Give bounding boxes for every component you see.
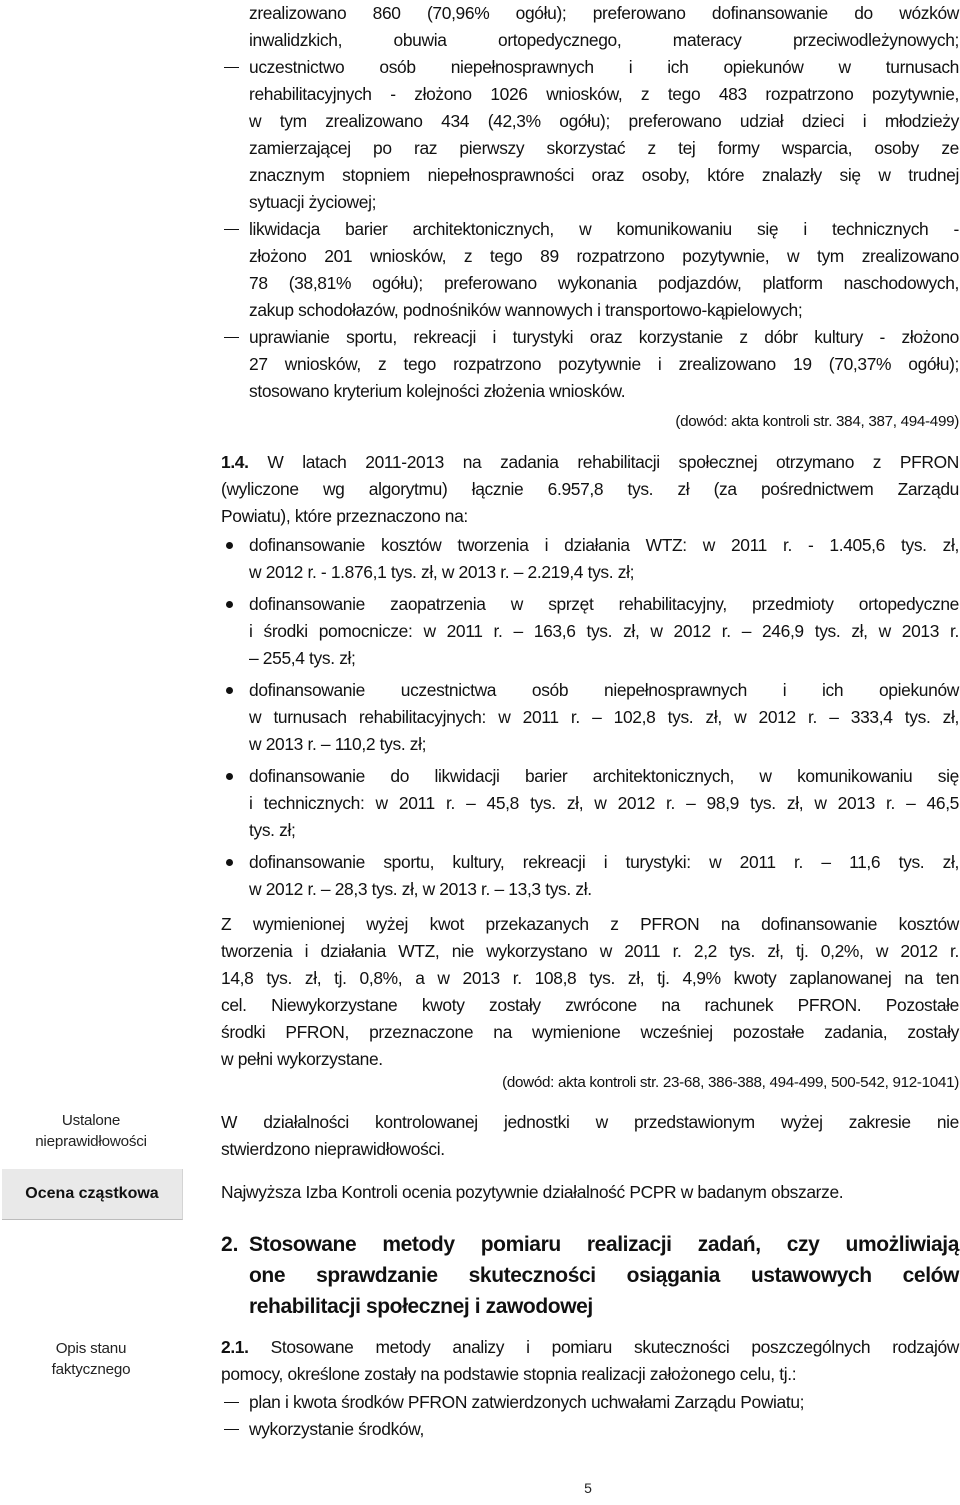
bullet-icon [226, 687, 233, 694]
text-line: stosowano kryterium kolejności złożenia wniosków. [249, 381, 626, 401]
list-item [249, 1416, 959, 1443]
text-line: likwidacja barier architektonicznych, w komunikowaniu się i technicznych - [249, 219, 959, 239]
assessment-paragraph [221, 1179, 959, 1206]
text-line: dofinansowanie zaopatrzenia w sprzęt rehabilitacyjny, przedmioty ortopedyczne [249, 594, 959, 614]
description-side-label-line1: Opis stanu [55, 1340, 127, 1357]
method-dash-list [249, 1389, 959, 1443]
bullet-icon [226, 542, 233, 549]
text-line: uczestnictwo osób niepełnosprawnych i ich opiekunów w turnusach [249, 57, 959, 77]
text-line: 14,8 tys. zł, tj. 0,8%, a w 2013 r. 108,8 tys. zł, tj. 4,9% kwoty zaplanowanej na ten [221, 968, 959, 988]
heading-line: rehabilitacji społecznej i zawodowej [249, 1295, 593, 1318]
irregularities-side-label-line1: Ustalone [61, 1112, 121, 1129]
text-line: Najwyższa Izba Kontroli ocenia pozytywnie działalność PCPR w badanym obszarze. [221, 1182, 844, 1202]
dash-bullet-icon [224, 337, 239, 338]
text-line: w tym zrealizowano 434 (42,3% ogółu); preferowano udział dzieci i młodzieży [249, 111, 959, 131]
evidence-reference: (dowód: akta kontroli str. 23-68, 386-388, 494-499, 500-542, 912-1041) [502, 1074, 959, 1091]
list-item [249, 849, 959, 903]
dash-bullet-icon [224, 1429, 239, 1430]
section-number: 2.1. [221, 1337, 249, 1357]
text-line: w 2012 r. – 28,3 tys. zł, w 2013 r. – 13,3 tys. zł. [249, 879, 592, 899]
text-line: dofinansowanie kosztów tworzenia i działania WTZ: w 2011 r. - 1.405,6 tys. zł, [249, 535, 959, 555]
dash-bullet-icon [224, 67, 239, 68]
page-number: 5 [584, 1480, 592, 1496]
list-item [249, 216, 959, 324]
list-item [249, 763, 959, 844]
text-line: i środki pomocnicze: w 2011 r. – 163,6 tys. zł, w 2012 r. – 246,9 tys. zł, w 2013 r. [249, 621, 959, 641]
list-item [249, 0, 959, 54]
text-line: dofinansowanie do likwidacji barier architektonicznych, w komunikowaniu się [249, 766, 959, 786]
text-line: w turnusach rehabilitacyjnych: w 2011 r. – 102,8 tys. zł, w 2012 r. – 333,4 tys. zł, [249, 707, 959, 727]
text-line: w pełni wykorzystane. [221, 1049, 383, 1069]
text-line: stwierdzono nieprawidłowości. [221, 1139, 445, 1159]
section-text: W latach 2011-2013 na zadania rehabilitacji społecznej otrzymano z PFRON [267, 452, 959, 472]
heading-line: Stosowane metody pomiaru realizacji zadań, czy umożliwiają [249, 1233, 959, 1256]
section-1-4 [221, 449, 959, 530]
text-line: pomocy, określone zostały na podstawie stopnia realizacji założonego celu, tj.: [221, 1364, 797, 1384]
text-line: uprawianie sportu, rekreacji i turystyki oraz korzystanie z dóbr kultury - złożono [249, 327, 959, 347]
section-number: 2. [221, 1233, 239, 1256]
text-line: tworzenia i działania WTZ, nie wykorzystano w 2011 r. 2,2 tys. zł, tj. 0,2%, w 2012 r. [221, 941, 959, 961]
bullet-icon [226, 773, 233, 780]
list-item [249, 1389, 959, 1416]
text-line: – 255,4 tys. zł; [249, 648, 356, 668]
text-line [221, 1334, 959, 1361]
section-2-heading [221, 1229, 959, 1322]
text-line: złożono 201 wniosków, z tego 89 rozpatrzono pozytywnie, w tym zrealizowano [249, 246, 959, 266]
text-line: dofinansowanie sportu, kultury, rekreacji i turystyki: w 2011 r. – 11,6 tys. zł, [249, 852, 959, 872]
text-line: tys. zł; [249, 820, 296, 840]
text-line: sytuacji życiowej; [249, 192, 377, 212]
text-line: znacznym stopniem niepełnosprawności oraz osoby, które znalazły się w trudnej [249, 165, 959, 185]
text-line: wykorzystanie środków, [249, 1419, 424, 1439]
text-line: cel. Niewykorzystane kwoty zostały zwrócone na rachunek PFRON. Pozostałe [221, 995, 959, 1015]
list-item [249, 591, 959, 672]
text-line [221, 449, 959, 476]
text-line: zrealizowano 860 (70,96% ogółu); preferowano dofinansowanie do wózków [249, 3, 959, 23]
list-item [249, 677, 959, 758]
intro-dash-list [249, 0, 959, 405]
text-line: Powiatu), które przeznaczono na: [221, 506, 468, 526]
text-line: 27 wniosków, z tego rozpatrzono pozytywnie i zrealizowano 19 (70,37% ogółu); [249, 354, 959, 374]
list-item [249, 532, 959, 586]
text-line: rehabilitacyjnych - złożono 1026 wniosków, z tego 483 rozpatrzono pozytywnie, [249, 84, 959, 104]
text-line: zamierzającej po raz pierwszy skorzystać z tej formy wsparcia, osoby ze [249, 138, 959, 158]
text-line: plan i kwota środków PFRON zatwierdzonych uchwałami Zarządu Powiatu; [249, 1392, 805, 1412]
section-2-1 [221, 1334, 959, 1388]
irregularities-side-label [6, 1110, 176, 1152]
text-line: W działalności kontrolowanej jednostki w przedstawionym wyżej zakresie nie [221, 1112, 959, 1132]
irregularities-paragraph [221, 1109, 959, 1163]
irregularities-side-label-line2: nieprawidłowości [35, 1133, 147, 1150]
description-side-label-line2: faktycznego [51, 1361, 131, 1378]
text-line: i technicznych: w 2011 r. – 45,8 tys. zł, w 2012 r. – 98,9 tys. zł, w 2013 r. – 46,5 [249, 793, 959, 813]
section-number: 1.4. [221, 452, 249, 472]
list-item [249, 324, 959, 405]
dash-bullet-icon [224, 229, 239, 230]
unused-funds-paragraph [221, 911, 959, 1073]
partial-assessment-box [2, 1169, 183, 1220]
text-line: (wyliczone wg algorytmu) łącznie 6.957,8 tys. zł (za pośrednictwem Zarządu [221, 479, 959, 499]
text-line: w 2013 r. – 110,2 tys. zł; [249, 734, 427, 754]
text-line: 78 (38,81% ogółu); preferowano wykonania podjazdów, platform naschodowych, [249, 273, 959, 293]
section-text: Stosowane metody analizy i pomiaru skuteczności poszczególnych rodzajów [270, 1337, 959, 1357]
list-item [249, 54, 959, 216]
text-line: inwalidzkich, obuwia ortopedycznego, materacy przeciwodleżynowych; [249, 30, 959, 50]
text-line: w 2012 r. - 1.876,1 tys. zł, w 2013 r. – 2.219,4 tys. zł; [249, 562, 635, 582]
bullet-icon [226, 859, 233, 866]
dash-bullet-icon [224, 1402, 239, 1403]
description-side-label [6, 1338, 176, 1380]
heading-line: one sprawdzanie skuteczności osiągania ustawowych celów [249, 1264, 959, 1287]
partial-assessment-label: Ocena cząstkowa [25, 1185, 159, 1202]
bullet-icon [226, 601, 233, 608]
text-line: dofinansowanie uczestnictwa osób niepełnosprawnych i ich opiekunów [249, 680, 959, 700]
funding-bullet-list [249, 532, 959, 903]
text-line: środki PFRON, przeznaczone na wymienione wcześniej pozostałe zadania, zostały [221, 1022, 959, 1042]
text-line: zakup schodołazów, podnośników wannowych i transportowo-kąpielowych; [249, 300, 803, 320]
text-line: Z wymienionej wyżej kwot przekazanych z PFRON na dofinansowanie kosztów [221, 914, 959, 934]
evidence-reference: (dowód: akta kontroli str. 384, 387, 494-499) [675, 413, 959, 430]
